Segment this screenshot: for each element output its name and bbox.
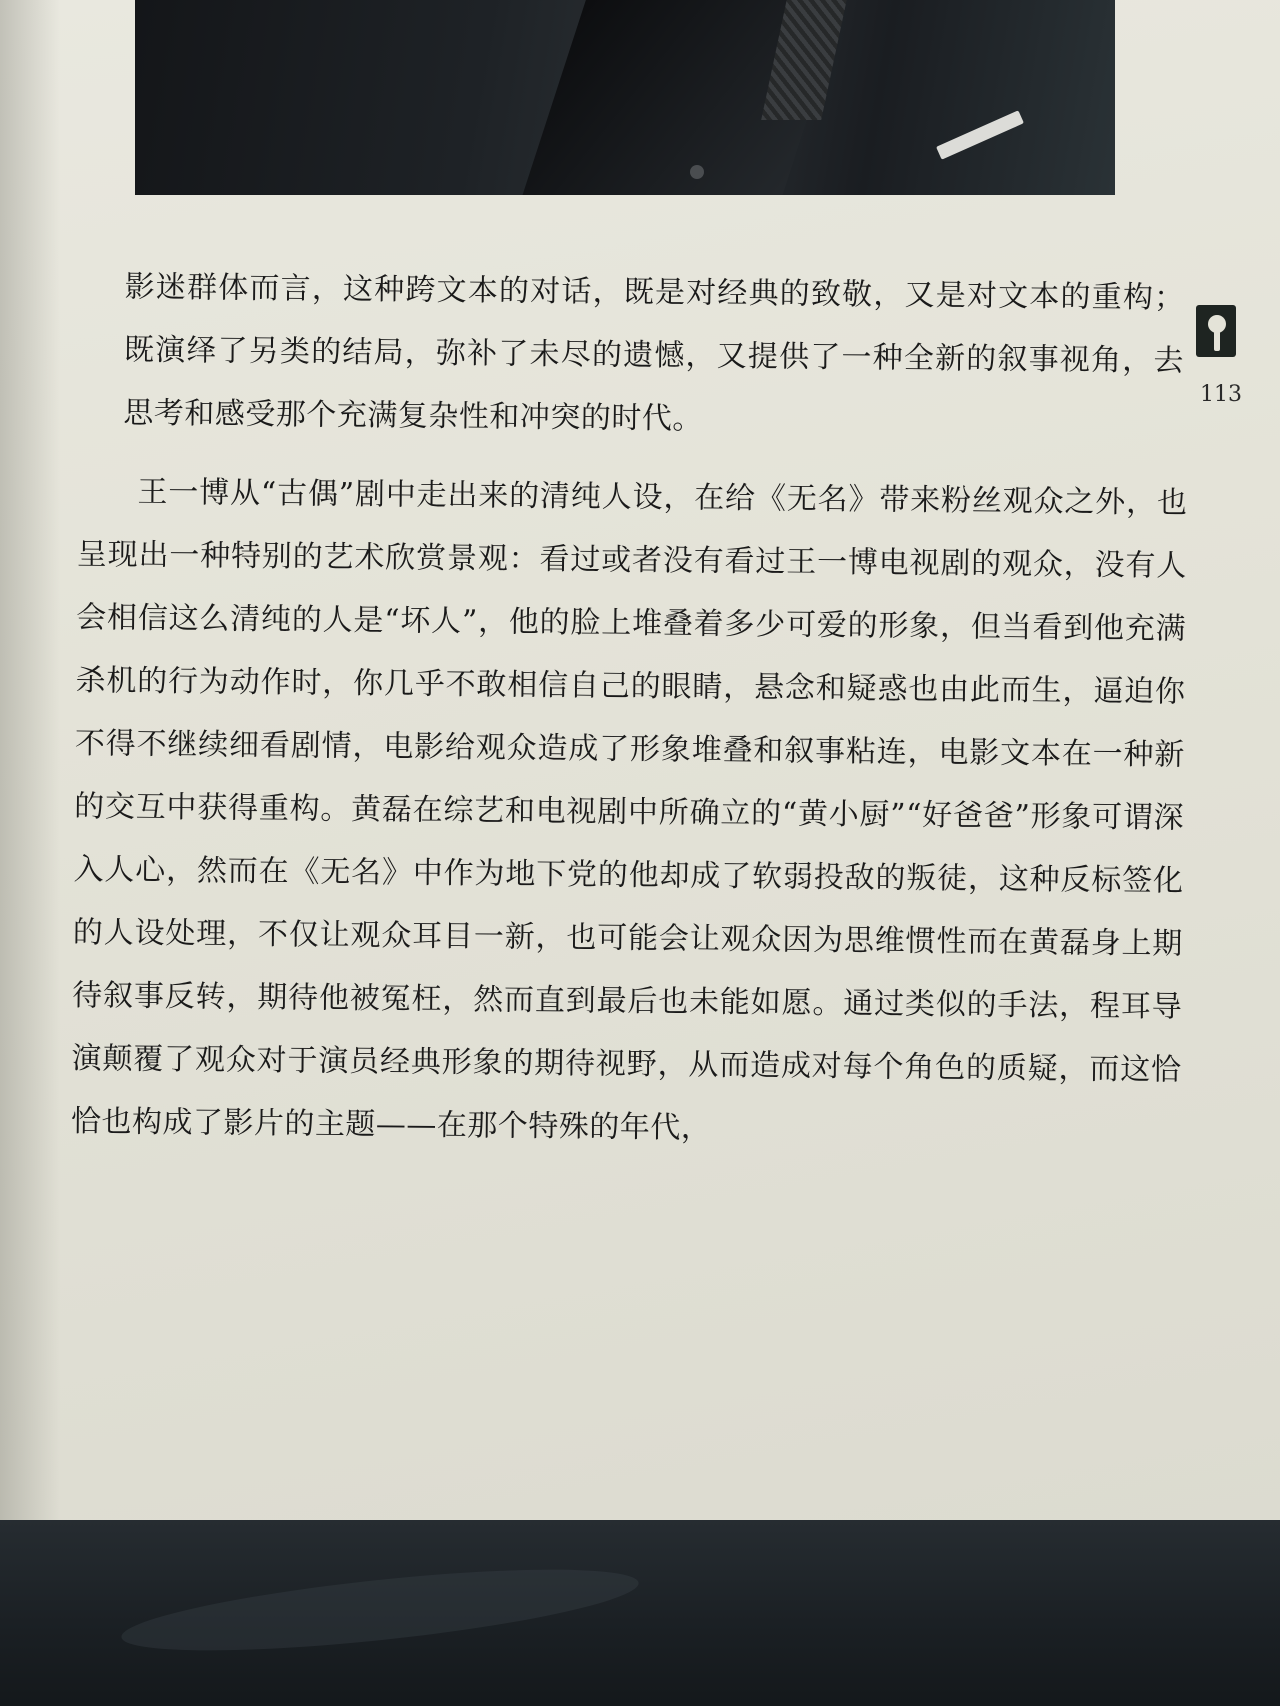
suit-photo bbox=[135, 0, 1115, 195]
chapter-figure-body bbox=[1214, 331, 1220, 351]
paragraph-continued: 影迷群体而言，这种跨文本的对话，既是对经典的致敬，又是对文本的重构；既演绎了另类的结局，弥补了未尽的遗憾，又提供了一种全新的叙事视角，去思考和感受那个充满复杂性和冲突的时代。 bbox=[123, 269, 1185, 437]
dark-fabric-background bbox=[0, 1520, 1280, 1706]
photo-button bbox=[690, 165, 704, 179]
body-text bbox=[61, 255, 1200, 1165]
photo-pocket-square bbox=[936, 110, 1024, 159]
page-gutter-shadow bbox=[0, 0, 60, 1530]
chapter-figure-icon bbox=[1196, 305, 1236, 357]
fabric-fold bbox=[118, 1553, 641, 1667]
paragraph: 王一博从“古偶”剧中走出来的清纯人设，在给《无名》带来粉丝观众之外，也呈现出一种特别的艺术欣赏景观：看过或者没有看过王一博电视剧的观众，没有人会相信这么清纯的人是“坏人”，他的脸上堆叠着多少可爱的形象，但当看到他充满杀机的行为动作时，你几乎不敢相信自己的眼睛，悬念和疑惑也由此而生，逼迫你不得不继续细看剧情，电影给观众造成了形象堆叠和叙事粘连，电影文本在一种新的交互中获得重构。黄磊在综艺和电视剧中所确立的“黄小厨”“好爸爸”形象可谓深入人心，然而在《无名》中作为地下党的他却成了软弱投敌的叛徒，这种反标签化的人设处理，不仅让观众耳目一新，也可能会让观众因为思维惯性而在黄磊身上期待叙事反转，期待他被冤枉，然而直到最后也未能如愿。通过类似的手法，程耳导演颠覆了观众对于演员经典形象的期待视野，从而造成对每个角色的质疑，而这恰恰也构成了影片的主题——在那个特殊的年代， bbox=[70, 474, 1188, 1146]
page-number: 113 bbox=[1200, 382, 1242, 407]
